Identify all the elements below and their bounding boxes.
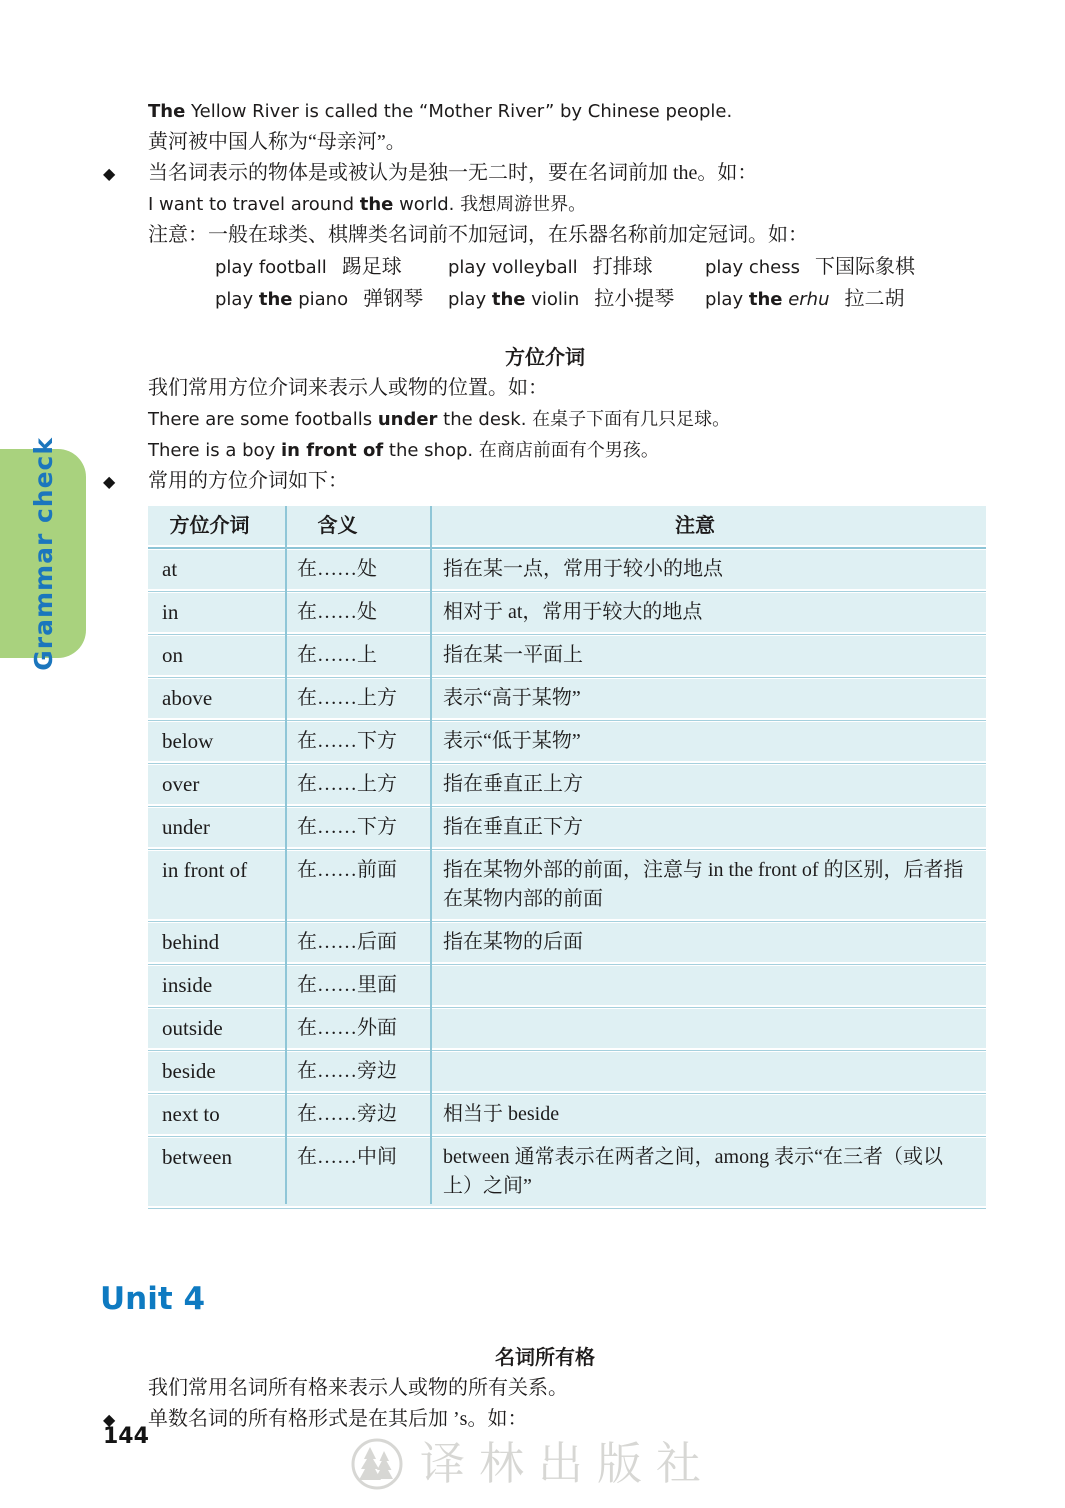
en-phrase: play volleyball [448, 257, 578, 278]
diamond-bullet-icon: ◆ [103, 164, 116, 183]
table-row [148, 1138, 986, 1206]
page-number: 144 [103, 1424, 149, 1449]
table-cell: on [162, 643, 183, 667]
example-sentence [148, 96, 987, 127]
en-phrase: play [448, 289, 492, 310]
table-cell: over [162, 772, 200, 796]
play-example [705, 251, 915, 283]
zh-gloss: 拉小提琴 [594, 286, 675, 310]
rule-text: 当名词表示的物体是或被认为是独一无二时，要在名词前加 the。如： [148, 162, 758, 184]
play-example [215, 251, 448, 283]
table-row [148, 636, 986, 675]
table-header-cell: 注意 [675, 513, 715, 537]
en-phrase: play chess [705, 257, 800, 278]
prepositions-table-body [148, 550, 986, 1206]
publisher-name: 译林出版社 [419, 1439, 715, 1489]
table-row [148, 1009, 986, 1048]
table-cell [430, 1052, 986, 1091]
table-cell [430, 1009, 986, 1048]
table-cell: above [162, 686, 213, 710]
table-cell: at [162, 557, 178, 581]
table-cell: 在……后面 [297, 931, 397, 953]
table-cell: 在……上 [297, 644, 377, 666]
en-phrase: erhu [782, 289, 830, 310]
table-cell: 在……中间 [297, 1146, 397, 1168]
sentence-text: the desk. 在桌子下面有几只足球。 [437, 409, 731, 430]
rule-text: 常用的方位介词如下： [148, 470, 348, 492]
table-cell: 指在垂直正上方 [443, 773, 583, 795]
table-cell: beside [162, 1059, 216, 1083]
table-cell: 在……下方 [297, 730, 397, 752]
play-examples-row [215, 251, 987, 283]
zh-gloss: 拉二胡 [844, 286, 905, 310]
en-phrase: piano [292, 289, 349, 310]
table-row [148, 966, 986, 1005]
diamond-bullet-icon: ◆ [103, 1410, 116, 1429]
table-cell: under [162, 815, 210, 839]
table-row [148, 923, 986, 962]
table-cell: in [162, 600, 179, 624]
table-header-cell: 含义 [317, 513, 358, 537]
table-cell: 表示“高于某物” [443, 687, 581, 709]
table-cell: behind [162, 930, 220, 954]
sentence-text: world. 我想周游世界。 [393, 194, 587, 215]
table-cell: 指在某一点，常用于较小的地点 [443, 558, 723, 580]
play-example [215, 283, 448, 315]
sentence-text: There is a boy [148, 440, 281, 461]
table-row [148, 593, 986, 632]
table-row [148, 679, 986, 718]
publisher-logo-icon [350, 1437, 404, 1491]
page-content [100, 96, 987, 1435]
table-cell: next to [162, 1102, 220, 1126]
example-sentence [148, 435, 987, 466]
sentence-text: I want to travel around [148, 194, 360, 215]
example-translation: 黄河被中国人称为“母亲河”。 [148, 131, 406, 153]
table-cell: below [162, 729, 214, 753]
en-phrase: play football [215, 257, 327, 278]
note-text: 注意：一般在球类、棋牌类名词前不加冠词，在乐器名称前加定冠词。如： [148, 224, 808, 246]
table-header-row [148, 506, 986, 545]
bold-article: the [359, 194, 394, 215]
table-cell [430, 966, 986, 1005]
play-examples-row [215, 283, 987, 315]
table-header-cell: 方位介词 [169, 513, 250, 537]
grammar-check-tab [0, 436, 86, 671]
table-cell: 指在某一平面上 [443, 644, 583, 666]
bold-article: the [491, 289, 526, 310]
diamond-bullet-icon: ◆ [103, 472, 116, 491]
table-cell: inside [162, 973, 213, 997]
table-cell: in front of [162, 858, 248, 882]
publisher-watermark [0, 1436, 1065, 1492]
table-row [148, 1052, 986, 1091]
table-cell: 在……外面 [297, 1017, 397, 1039]
table-cell: 在……上方 [297, 773, 397, 795]
table-row [148, 1095, 986, 1134]
bold-article: the [748, 289, 783, 310]
section-intro: 我们常用名词所有格来表示人或物的所有关系。 [148, 1377, 568, 1399]
sentence-text: There are some footballs [148, 409, 378, 430]
table-cell: 在……上方 [297, 687, 397, 709]
zh-gloss: 下国际象棋 [814, 254, 915, 278]
table-cell: 表示“低于某物” [443, 730, 581, 752]
table-cell: outside [162, 1016, 223, 1040]
table-cell: 指在某物的后面 [443, 931, 583, 953]
table-cell: between [162, 1145, 232, 1169]
zh-gloss: 踢足球 [341, 254, 402, 278]
section-intro: 我们常用方位介词来表示人或物的位置。如： [148, 377, 548, 399]
play-example [705, 283, 905, 315]
en-phrase: play [705, 289, 749, 310]
bullet-point [103, 158, 987, 189]
table-cell: between 通常表示在两者之间，among 表示“在三者（或以上）之间” [443, 1146, 943, 1197]
zh-gloss: 弹钢琴 [363, 286, 424, 310]
table-row [148, 765, 986, 804]
table-row [148, 722, 986, 761]
table-row [148, 808, 986, 847]
table-cell: 相对于 at，常用于较大的地点 [443, 601, 703, 623]
table-cell: 相当于 beside [443, 1103, 560, 1125]
en-phrase: violin [525, 289, 580, 310]
table-cell: 在……旁边 [297, 1103, 397, 1125]
prepositions-table [148, 506, 986, 1206]
unit-title: Unit 4 [100, 1281, 206, 1317]
bold-article: The [148, 101, 186, 122]
section-title: 方位介词 [505, 345, 585, 369]
sentence-text: Yellow River is called the “Mother River” by Chinese people. [185, 101, 733, 122]
bold-preposition: under [377, 409, 438, 430]
table-column-divider [430, 506, 432, 1204]
bold-article: the [258, 289, 293, 310]
table-cell: 在……里面 [297, 974, 397, 996]
table-cell: 在……处 [297, 558, 377, 580]
example-sentence [148, 189, 987, 220]
table-row [148, 550, 986, 589]
table-cell: 在……处 [297, 601, 377, 623]
table-cell: 指在某物外部的前面，注意与 in the front of 的区别，后者指在某物内部的前面 [443, 859, 964, 910]
grammar-check-tab-label: Grammar check [28, 436, 58, 671]
bullet-point [103, 1404, 987, 1435]
play-example [448, 283, 705, 315]
table-column-divider [285, 506, 287, 1204]
sentence-text: the shop. 在商店前面有个男孩。 [383, 440, 659, 461]
example-sentence [148, 404, 987, 435]
table-cell: 指在垂直正下方 [443, 816, 583, 838]
section-title: 名词所有格 [495, 1345, 595, 1369]
play-example [448, 251, 705, 283]
bullet-point [103, 466, 987, 497]
bold-preposition: in front of [280, 440, 384, 461]
rule-text: 单数名词的所有格形式是在其后加 ’s。如： [148, 1408, 528, 1430]
table-cell: 在……前面 [297, 859, 397, 881]
table-row [148, 851, 986, 919]
zh-gloss: 打排球 [592, 254, 653, 278]
en-phrase: play [215, 289, 259, 310]
table-cell: 在……下方 [297, 816, 397, 838]
table-cell: 在……旁边 [297, 1060, 397, 1082]
